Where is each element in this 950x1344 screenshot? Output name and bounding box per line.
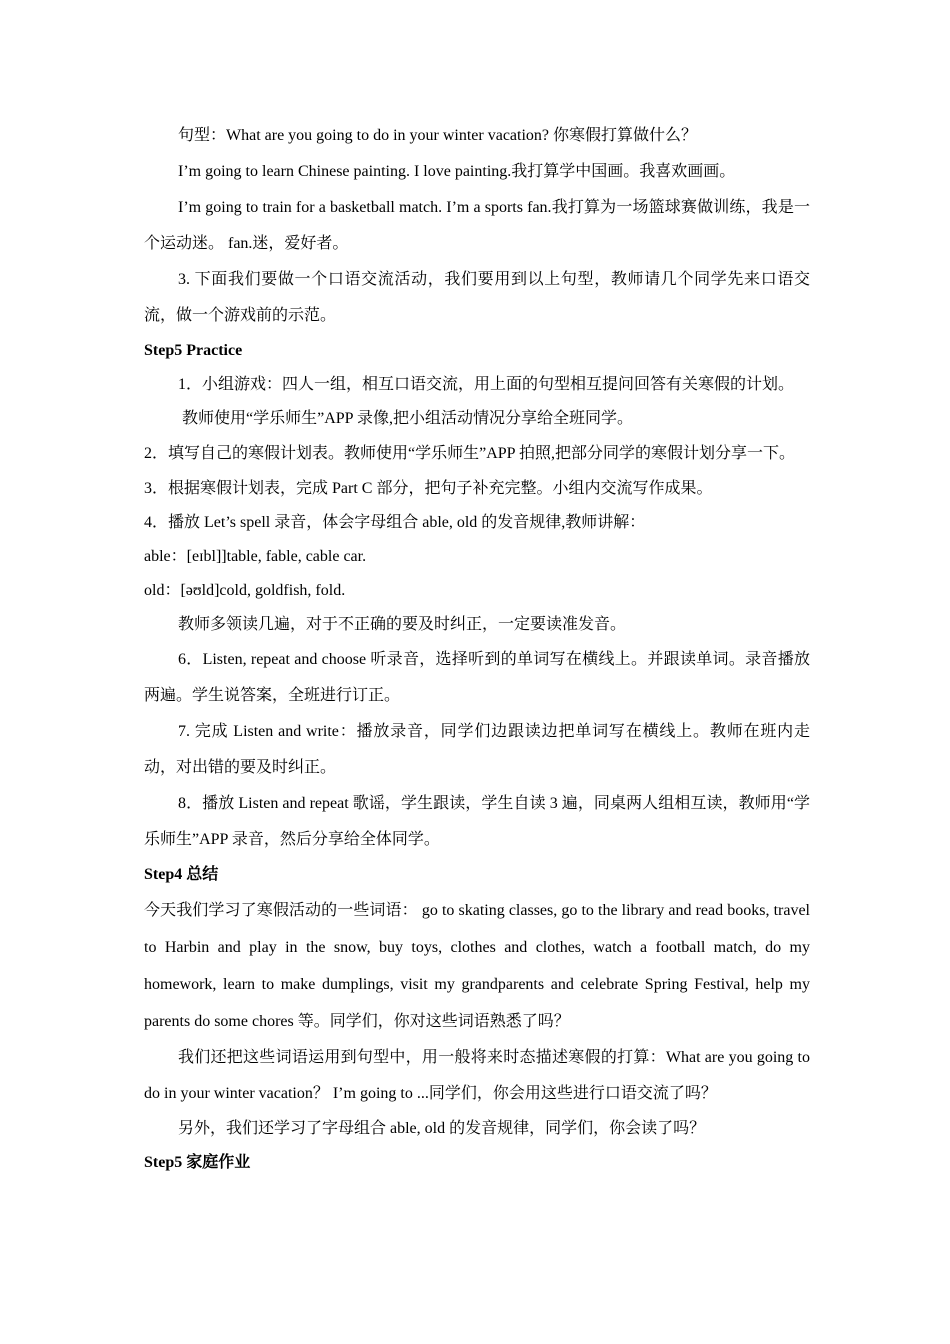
practice-item-1-note: 教师使用“学乐师生”APP 录像,把小组活动情况分享给全班同学。 — [182, 410, 633, 427]
practice-item-2: 2．填写自己的寒假计划表。教师使用“学乐师生”APP 拍照,把部分同学的寒假计划分享一下。 — [144, 445, 795, 462]
sentence-example-painting: I’m going to learn Chinese painting. I love painting.我打算学中国画。我喜欢画画。 — [178, 163, 736, 180]
phonics-able: able：[eɪbl]]table, fable, cable car. — [144, 548, 367, 565]
sentence-pattern-question: 句型：What are you going to do in your winter vacation? 你寒假打算做什么？ — [178, 127, 698, 144]
summary-sentence-pattern: 我们还把这些词语运用到句型中，用一般将来时态描述寒假的打算：What are you going to do in your winter vacation？ I’m going to ...同学们，你会用这些进行口语交流了吗？ — [144, 1049, 810, 1102]
summary-vocabulary: 今天我们学习了寒假活动的一些词语： go to skating classes, go to the library and read books, travel to Harbin and play in the snow, buy toys, clothes and clothes, watch a football match, do my homework, learn to make dumplings, visit my grandparents and celebrate Spring Festival, help my parents do some chores 等。同学们，你对这些词语熟悉了吗？ — [144, 902, 810, 1030]
sentence-example-basketball: I’m going to train for a basketball match. I’m a sports fan.我打算为一场篮球赛做训练，我是一个运动迷。 fan.迷，爱好者。 — [144, 199, 810, 252]
summary-phonics: 另外，我们还学习了字母组合 able, old 的发音规律，同学们，你会读了吗？ — [178, 1120, 706, 1137]
practice-item-6: 6．Listen, repeat and choose 听录音，选择听到的单词写在横线上。并跟读单词。录音播放两遍。学生说答案，全班进行订正。 — [144, 651, 810, 704]
practice-item-8: 8．播放 Listen and repeat 歌谣，学生跟读，学生自读 3 遍，同桌两人组相互读，教师用“学乐师生”APP 录音，然后分享给全体同学。 — [144, 795, 810, 848]
practice-item-7: 7. 完成 Listen and write：播放录音，同学们边跟读边把单词写在横线上。教师在班内走动，对出错的要及时纠正。 — [144, 723, 810, 776]
phonics-note: 教师多领读几遍，对于不正确的要及时纠正，一定要读准发音。 — [178, 616, 627, 633]
document-page — [144, 118, 810, 1180]
oral-activity-instruction: 3. 下面我们要做一个口语交流活动，我们要用到以上句型，教师请几个同学先来口语交流，做一个游戏前的示范。 — [144, 271, 810, 324]
practice-item-1: 1．小组游戏：四人一组，相互口语交流，用上面的句型相互提问回答有关寒假的计划。 — [178, 376, 795, 393]
section-heading-practice: Step5 Practice — [144, 342, 243, 359]
phonics-old: old：[əʊld]cold, goldfish, fold. — [144, 582, 346, 599]
practice-item-4: 4．播放 Let’s spell 录音，体会字母组合 able, old 的发音规律,教师讲解： — [144, 514, 646, 531]
section-heading-summary: Step4 总结 — [144, 866, 219, 883]
practice-item-3: 3．根据寒假计划表，完成 Part C 部分，把句子补充完整。小组内交流写作成果。 — [144, 480, 713, 497]
section-heading-homework: Step5 家庭作业 — [144, 1154, 251, 1171]
